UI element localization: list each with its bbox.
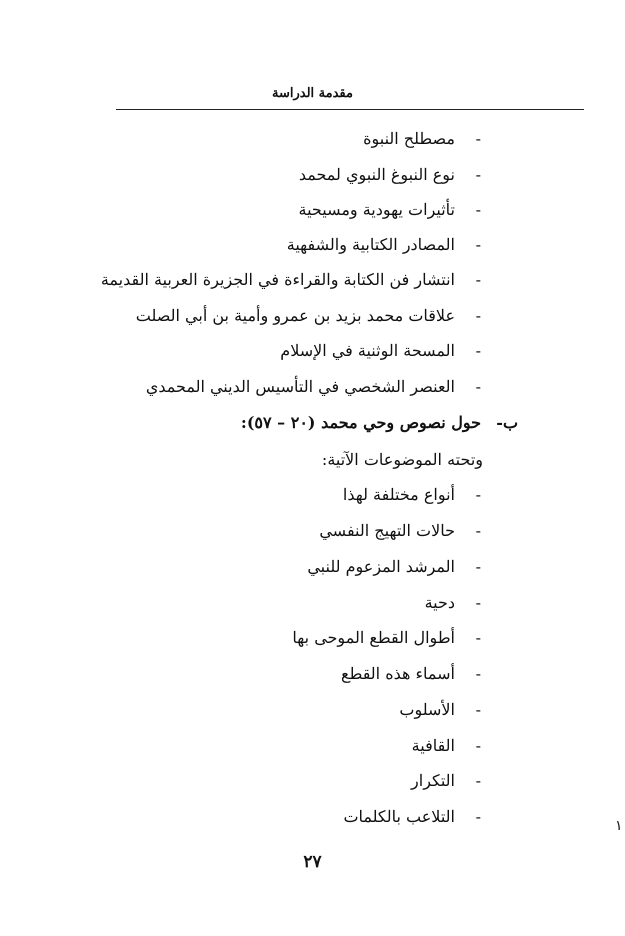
header-divider — [116, 109, 584, 110]
list-item — [0, 265, 625, 295]
list-item-text: نوع النبوغ النبوي لمحمد — [298, 165, 455, 184]
edge-mark: ١ — [615, 818, 623, 834]
list-item-text: تأثيرات يهودية ومسيحية — [298, 200, 455, 219]
list-item-text: حالات التهيج النفسي — [319, 521, 455, 540]
list-item-text: علاقات محمد بزيد بن عمرو وأمية بن أبي الصلت — [135, 306, 455, 325]
list-item — [0, 336, 625, 366]
list-dash: - — [475, 628, 481, 647]
list-item — [0, 516, 625, 546]
list-item — [0, 230, 625, 260]
list-dash: - — [475, 771, 481, 790]
page-number: ٢٧ — [303, 852, 322, 872]
list-dash: - — [475, 129, 481, 148]
list-item — [0, 552, 625, 582]
list-item — [0, 695, 625, 725]
list-item — [0, 124, 625, 154]
list-dash: - — [475, 341, 481, 360]
list-item — [0, 588, 625, 618]
list-dash: - — [475, 377, 481, 396]
list-item-text: التلاعب بالكلمات — [343, 807, 455, 826]
list-dash: - — [475, 700, 481, 719]
section-heading — [0, 408, 625, 438]
list-item — [0, 301, 625, 331]
section-intro — [0, 445, 625, 475]
list-item — [0, 659, 625, 689]
running-header: مقدمة الدراسة — [272, 86, 353, 101]
list-item-text: مصطلح النبوة — [363, 129, 455, 148]
list-dash: - — [475, 557, 481, 576]
list-dash: - — [475, 235, 481, 254]
list-item — [0, 623, 625, 653]
list-item — [0, 802, 625, 832]
list-item-text: المرشد المزعوم للنبي — [307, 557, 455, 576]
list-item — [0, 160, 625, 190]
list-item — [0, 195, 625, 225]
list-item — [0, 731, 625, 761]
list-item-text: القافية — [411, 736, 455, 755]
list-dash: - — [475, 485, 481, 504]
list-item-text: أطوال القطع الموحى بها — [292, 628, 455, 647]
list-dash: - — [475, 306, 481, 325]
list-dash: - — [475, 200, 481, 219]
section-intro-text: وتحته الموضوعات الآتية: — [321, 450, 483, 469]
list-dash: - — [475, 270, 481, 289]
list-item — [0, 766, 625, 796]
list-item-text: أنواع مختلفة لهذا — [342, 485, 455, 504]
list-dash: - — [475, 736, 481, 755]
section-title: حول نصوص وحي محمد (٢٠ – ٥٧): — [240, 413, 481, 432]
list-item-text: دحية — [424, 593, 455, 612]
list-item-text: التكرار — [411, 771, 455, 790]
list-item — [0, 480, 625, 510]
list-item-text: العنصر الشخصي في التأسيس الديني المحمدي — [145, 377, 455, 396]
list-dash: - — [475, 807, 481, 826]
section-marker: ب- — [496, 413, 518, 432]
list-dash: - — [475, 521, 481, 540]
list-dash: - — [475, 165, 481, 184]
list-dash: - — [475, 664, 481, 683]
list-item-text: أسماء هذه القطع — [341, 664, 455, 683]
list-item-text: الأسلوب — [399, 700, 455, 719]
list-item-text: المصادر الكتابية والشفهية — [286, 235, 455, 254]
list-item — [0, 372, 625, 402]
list-dash: - — [475, 593, 481, 612]
list-item-text: انتشار فن الكتابة والقراءة في الجزيرة العربية القديمة — [100, 270, 455, 289]
list-item-text: المسحة الوثنية في الإسلام — [280, 341, 455, 360]
